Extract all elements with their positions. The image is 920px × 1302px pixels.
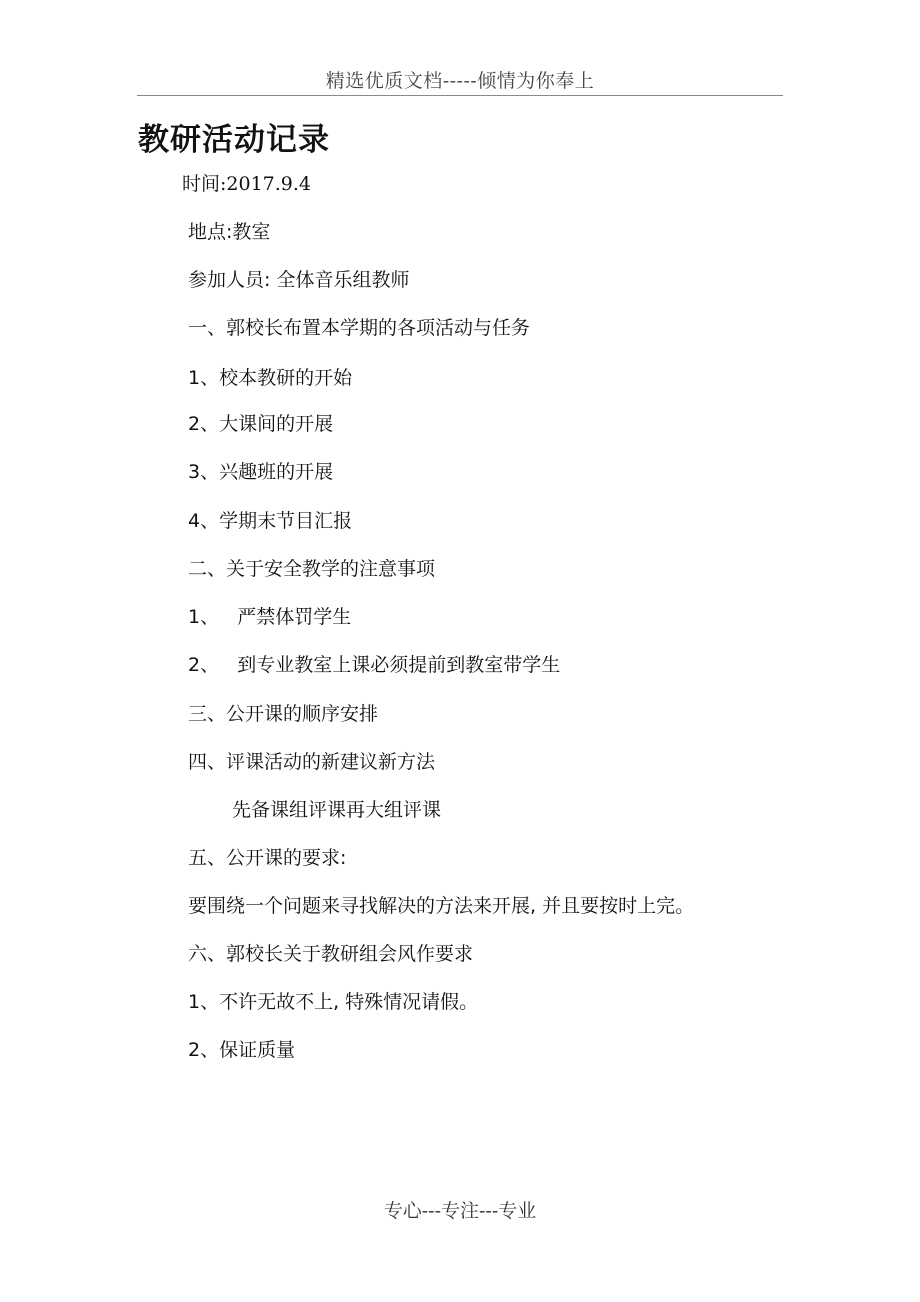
section-1-item-1: 1、校本教研的开始 — [188, 367, 353, 389]
section-6-item-1: 1、不许无故不上, 特殊情况请假。 — [188, 991, 479, 1013]
meeting-participants: 参加人员: 全体音乐组教师 — [188, 269, 410, 291]
page-header: 精选优质文档-----倾情为你奉上 — [325, 70, 595, 92]
meeting-time: 时间:2017.9.4 — [182, 173, 312, 195]
header-divider — [137, 95, 783, 96]
section-2-heading: 二、关于安全教学的注意事项 — [188, 558, 436, 580]
section-5-heading: 五、公开课的要求: — [188, 847, 347, 869]
section-5-detail: 要围绕一个问题来寻找解决的方法来开展, 并且要按时上完。 — [188, 895, 695, 917]
section-1-item-2: 2、大课间的开展 — [188, 413, 334, 435]
section-4-detail: 先备课组评课再大组评课 — [232, 799, 442, 821]
section-1-item-4: 4、学期末节目汇报 — [188, 510, 353, 532]
section-2-item-2: 2、 到专业教室上课必须提前到教室带学生 — [188, 654, 561, 676]
page-footer: 专心---专注---专业 — [383, 1200, 537, 1222]
document-title: 教研活动记录 — [138, 122, 330, 158]
section-1-heading: 一、郭校长布置本学期的各项活动与任务 — [188, 317, 531, 339]
meeting-place: 地点:教室 — [188, 221, 271, 243]
section-2-item-1: 1、 严禁体罚学生 — [188, 606, 352, 628]
section-6-heading: 六、郭校长关于教研组会风作要求 — [188, 943, 474, 965]
section-4-heading: 四、评课活动的新建议新方法 — [188, 751, 436, 773]
section-6-item-2: 2、保证质量 — [188, 1039, 296, 1061]
section-1-item-3: 3、兴趣班的开展 — [188, 461, 334, 483]
section-3-heading: 三、公开课的顺序安排 — [188, 703, 379, 725]
